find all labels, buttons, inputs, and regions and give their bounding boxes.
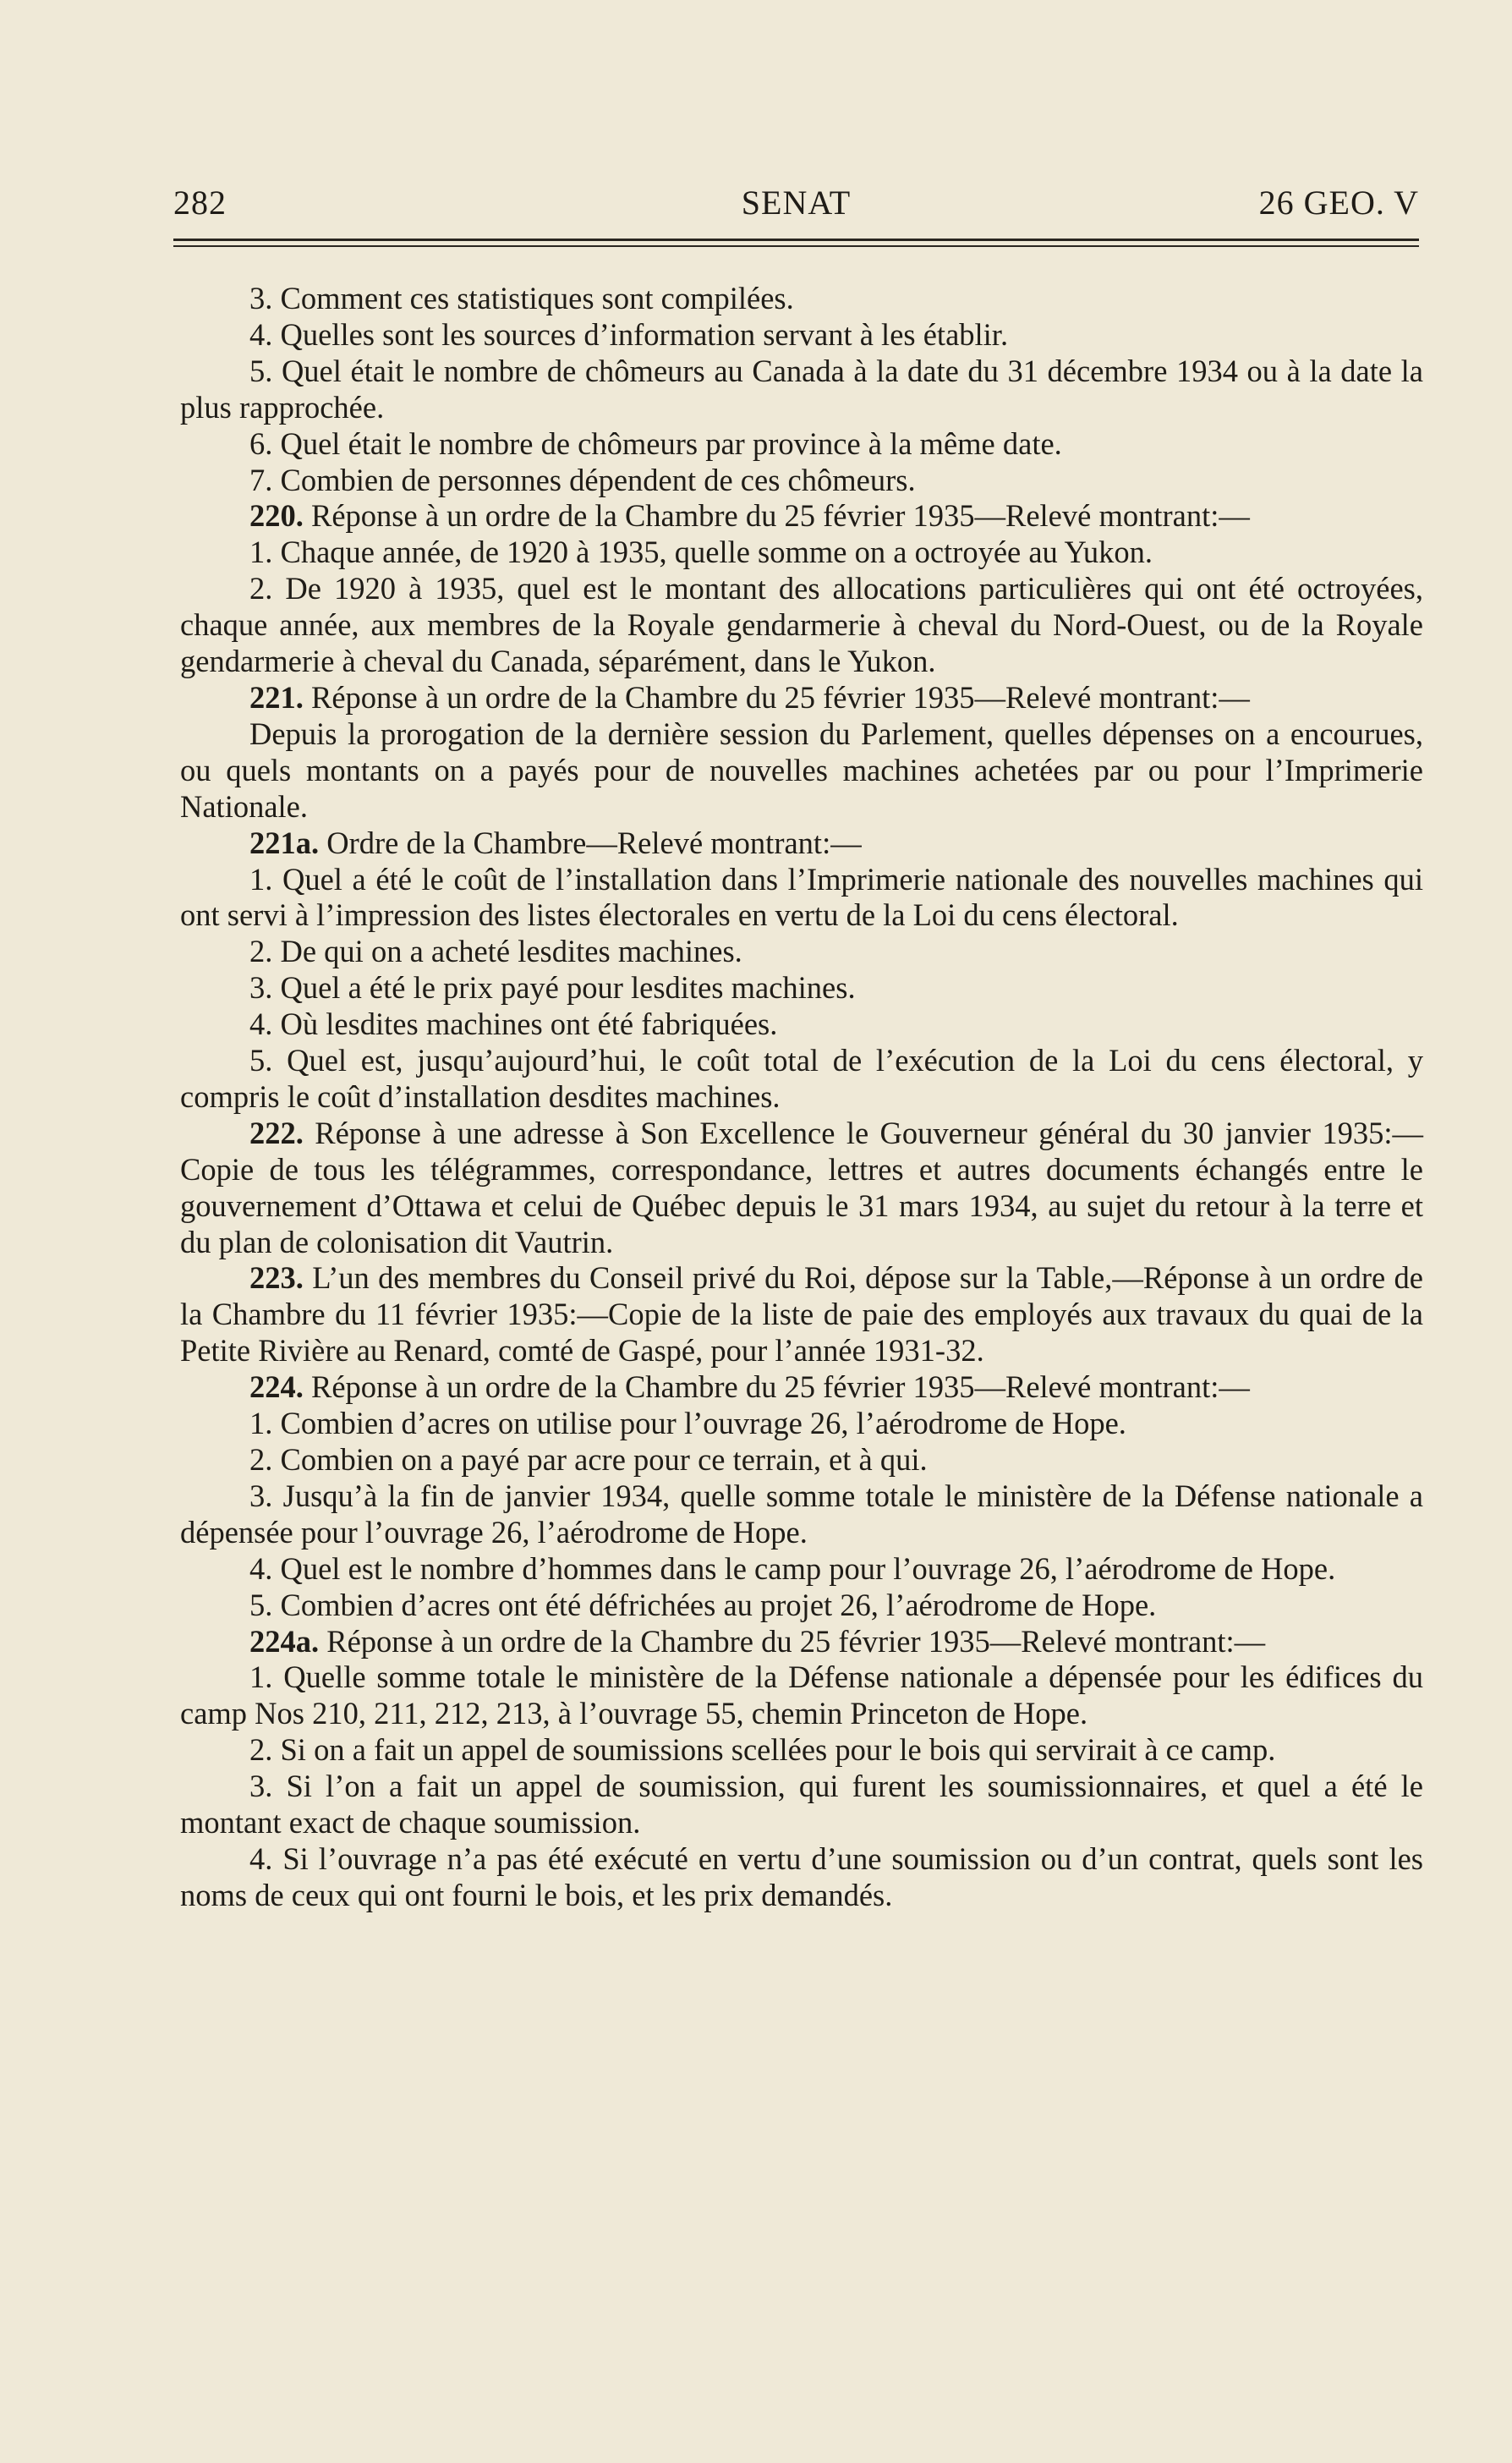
paragraph: 3. Si l’on a fait un appel de soumission, qui furent les soumissionnaires, et quel a été le montant exact de chaque soumission. — [180, 1769, 1423, 1840]
paragraph: 6. Quel était le nombre de chômeurs par province à la même date. — [249, 425, 1062, 461]
paragraph: 4. Si l’ouvrage n’a pas été exécuté en vertu d’une soumission ou d’un contrat, quels sont les noms de ceux qui ont fourni le bois, et les prix demandés. — [180, 1840, 1423, 1912]
paragraph: 5. Quel était le nombre de chômeurs au Canada à la date du 31 décembre 1934 ou à la date la plus rapprochée. — [180, 353, 1423, 425]
paragraph: 220. Réponse à un ordre de la Chambre du 25 février 1935—Relevé montrant:— — [249, 498, 1250, 534]
paragraph: 222. Réponse à une adresse à Son Excellence le Gouverneur général du 30 janvier 1935:—Copie de tous les télégrammes, correspondance, lettres et autres documents échangés entre le gouvernement d’Ottawa et celui de Québec depuis le 31 mars 1934, au sujet du retour à la terre et du plan de colonisation dit Vautrin. — [180, 1115, 1423, 1259]
paragraph: 5. Combien d’acres ont été défrichées au projet 26, l’aérodrome de Hope. — [249, 1587, 1157, 1622]
page-header — [173, 169, 1419, 237]
paragraph: 1. Chaque année, de 1920 à 1935, quelle somme on a octroyée au Yukon. — [249, 535, 1153, 570]
paragraph: 4. Quel est le nombre d’hommes dans le camp pour l’ouvrage 26, l’aérodrome de Hope. — [249, 1550, 1336, 1586]
paragraph: 1. Quelle somme totale le ministère de la Défense nationale a dépensée pour les édifices du camp Nos 210, 211, 212, 213, à l’ouvrage 55, chemin Princeton de Hope. — [180, 1659, 1423, 1731]
paragraph: 223. L’un des membres du Conseil privé du Roi, dépose sur la Table,—Réponse à un ordre de la Chambre du 11 février 1935:—Copie de la liste de paie des employés aux travaux du quai de la Petite Rivière au Renard, comté de Gaspé, pour l’année 1931-32. — [180, 1260, 1423, 1369]
page-number: 282 — [173, 184, 227, 222]
volume-label: 26 GEO. V — [1258, 184, 1419, 222]
header-rule-bottom — [173, 245, 1419, 247]
paragraph: 221. Réponse à un ordre de la Chambre du 25 février 1935—Relevé montrant:— — [249, 679, 1250, 715]
paragraph: 3. Jusqu’à la fin de janvier 1934, quelle somme totale le ministère de la Défense nationale a dépensée pour l’ouvrage 26, l’aérodrome de Hope. — [180, 1478, 1423, 1550]
paragraph: 224. Réponse à un ordre de la Chambre du 25 février 1935—Relevé montrant:— — [249, 1369, 1250, 1405]
paragraph: 1. Combien d’acres on utilise pour l’ouvrage 26, l’aérodrome de Hope. — [249, 1406, 1126, 1441]
paragraph: 5. Quel est, jusqu’aujourd’hui, le coût total de l’exécution de la Loi du cens électoral, y compris le coût d’installation desdites machines. — [180, 1043, 1423, 1114]
paragraph: 221a. Ordre de la Chambre—Relevé montrant:— — [249, 825, 862, 860]
paragraph: 1. Quel a été le coût de l’installation dans l’Imprimerie nationale des nouvelles machines qui ont servi à l’impression des listes électorales en vertu de la Loi du cens électoral. — [180, 861, 1423, 933]
page-body — [180, 281, 1423, 1914]
paragraph: 4. Où lesdites machines ont été fabriquées. — [249, 1007, 778, 1042]
paragraph: 2. De qui on a acheté lesdites machines. — [249, 934, 742, 969]
paragraph: 2. De 1920 à 1935, quel est le montant des allocations particulières qui ont été octroyées, chaque année, aux membres de la Royale gendarmerie à cheval du Nord-Ouest, ou de la Royale gendarmerie à cheval du Canada, séparément, dans le Yukon. — [180, 571, 1423, 679]
paragraph: 224a. Réponse à un ordre de la Chambre du 25 février 1935—Relevé montrant:— — [249, 1623, 1266, 1659]
paragraph: Depuis la prorogation de la dernière session du Parlement, quelles dépenses on a encourues, ou quels montants on a payés pour de nouvelles machines achetées par ou pour l’Imprimerie Nationale. — [180, 716, 1423, 824]
running-title: SENAT — [741, 184, 852, 222]
header-rule-top — [173, 239, 1419, 241]
paragraph: 4. Quelles sont les sources d’information servant à les établir. — [249, 316, 1009, 352]
paragraph: 7. Combien de personnes dépendent de ces chômeurs. — [249, 462, 916, 497]
paragraph: 3. Comment ces statistiques sont compilées. — [249, 281, 794, 315]
paragraph: 2. Combien on a payé par acre pour ce terrain, et à qui. — [249, 1442, 928, 1477]
paragraph: 3. Quel a été le prix payé pour lesdites machines. — [249, 970, 856, 1006]
paragraph: 2. Si on a fait un appel de soumissions scellées pour le bois qui servirait à ce camp. — [249, 1732, 1276, 1768]
